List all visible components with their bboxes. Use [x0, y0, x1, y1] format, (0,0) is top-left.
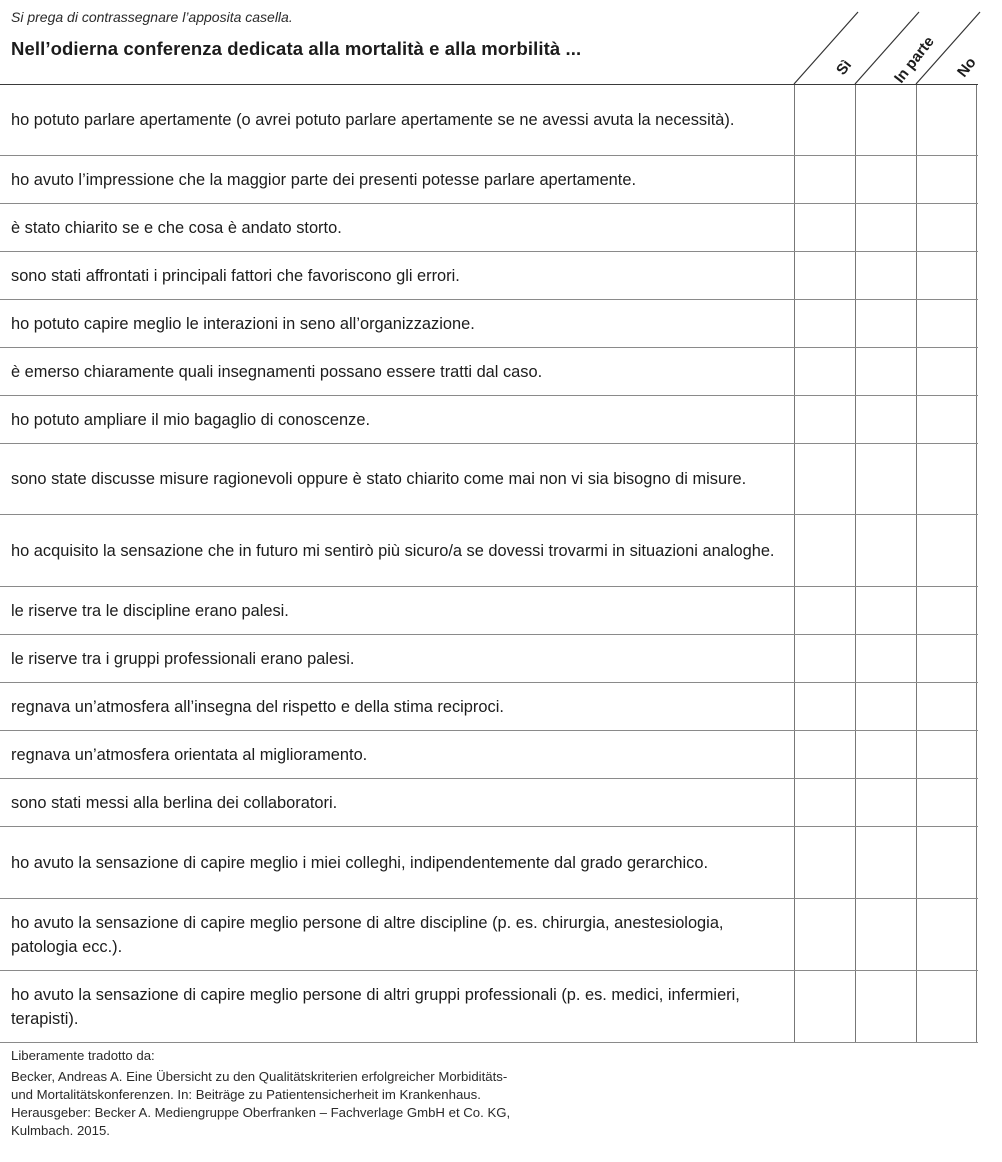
statement-text [0, 348, 794, 395]
statement-label: ho potuto capire meglio le interazioni in seno all’organizzazione. [11, 314, 475, 333]
checkbox-in-parte[interactable] [855, 396, 916, 443]
statement-text [0, 85, 794, 155]
checkbox-si[interactable] [794, 683, 855, 730]
checkbox-in-parte[interactable] [855, 683, 916, 730]
checkbox-no[interactable] [916, 515, 977, 586]
statement-label: ho avuto l’impressione che la maggior parte dei presenti potesse parlare apertamente. [11, 170, 637, 189]
checkbox-si[interactable] [794, 85, 855, 155]
checkbox-si[interactable] [794, 779, 855, 826]
statement-label: ho acquisito la sensazione che in futuro mi sentirò più sicuro/a se dovessi trovarmi in situazioni analoghe. [11, 541, 775, 560]
statement-text [0, 779, 794, 826]
statement-label: ho potuto parlare apertamente (o avrei potuto parlare apertamente se ne avessi avuta la necessità). [11, 111, 735, 129]
statement-label: sono stati messi alla berlina dei collaboratori. [11, 793, 338, 812]
source-label: Liberamente tradotto da: [11, 1048, 155, 1063]
checkbox-in-parte[interactable] [855, 156, 916, 203]
statement-text [0, 444, 794, 514]
checkbox-in-parte[interactable] [855, 252, 916, 299]
statement-label: ho potuto ampliare il mio bagaglio di conoscenze. [11, 410, 370, 429]
checkbox-si[interactable] [794, 204, 855, 251]
checkbox-no[interactable] [916, 731, 977, 778]
checkbox-in-parte[interactable] [855, 635, 916, 682]
column-label-si: Sì [833, 56, 856, 79]
statement-label: ho avuto la sensazione di capire meglio i miei colleghi, indipendentemente dal grado gerarchico. [11, 853, 709, 872]
checkbox-no[interactable] [916, 779, 977, 826]
statement-text [0, 300, 794, 347]
statement-text [0, 252, 794, 299]
checkbox-no[interactable] [916, 635, 977, 682]
column-label-no: No [954, 54, 980, 81]
checkbox-si[interactable] [794, 444, 855, 514]
checkbox-in-parte[interactable] [855, 779, 916, 826]
statement-text [0, 827, 794, 898]
checkbox-si[interactable] [794, 827, 855, 898]
checkbox-in-parte[interactable] [855, 444, 916, 514]
checkbox-si[interactable] [794, 971, 855, 1042]
checkbox-si[interactable] [794, 587, 855, 634]
statement-label: ho avuto la sensazione di capire meglio persone di altre discipline (p. es. chirurgia, anestesiologia, patologia ecc.). [11, 913, 724, 956]
instruction-text: Si prega di contrassegnare l’apposita casella. [11, 9, 293, 25]
statement-text [0, 587, 794, 634]
checkbox-no[interactable] [916, 156, 977, 203]
table-row [0, 396, 978, 444]
checkbox-si[interactable] [794, 252, 855, 299]
statement-label: sono state discusse misure ragionevoli oppure è stato chiarito come mai non vi sia bisogno di misure. [11, 470, 747, 488]
statement-text [0, 396, 794, 443]
checkbox-si[interactable] [794, 156, 855, 203]
checkbox-no[interactable] [916, 396, 977, 443]
statement-label: le riserve tra le discipline erano palesi. [11, 601, 289, 620]
checkbox-in-parte[interactable] [855, 971, 916, 1042]
checkbox-no[interactable] [916, 300, 977, 347]
table-row [0, 731, 978, 779]
column-header-dividers [0, 0, 1002, 90]
checkbox-no[interactable] [916, 683, 977, 730]
checkbox-si[interactable] [794, 348, 855, 395]
checkbox-no[interactable] [916, 444, 977, 514]
source-note [11, 1047, 711, 1140]
table-row [0, 252, 978, 300]
statement-label: ho avuto la sensazione di capire meglio persone di altri gruppi professionali (p. es. medici, infermieri, terapisti). [11, 985, 740, 1028]
table-row [0, 635, 978, 683]
table-row [0, 587, 978, 635]
checkbox-si[interactable] [794, 731, 855, 778]
checkbox-no[interactable] [916, 348, 977, 395]
statement-label: le riserve tra i gruppi professionali erano palesi. [11, 649, 355, 668]
statement-label: regnava un’atmosfera all’insegna del rispetto e della stima reciproci. [11, 697, 504, 716]
statement-label: è stato chiarito se e che cosa è andato storto. [11, 218, 342, 237]
checkbox-si[interactable] [794, 635, 855, 682]
checkbox-in-parte[interactable] [855, 899, 916, 970]
checkbox-no[interactable] [916, 827, 977, 898]
statement-text [0, 731, 794, 778]
table-row [0, 515, 978, 587]
checkbox-no[interactable] [916, 204, 977, 251]
statement-text [0, 971, 794, 1042]
checkbox-in-parte[interactable] [855, 204, 916, 251]
checkbox-si[interactable] [794, 396, 855, 443]
table-row [0, 156, 978, 204]
form-heading: Nell’odierna conferenza dedicata alla mortalità e alla morbilità ... [11, 38, 582, 59]
statement-text [0, 204, 794, 251]
statement-text [0, 683, 794, 730]
checkbox-no[interactable] [916, 899, 977, 970]
table-row [0, 444, 978, 515]
checkbox-in-parte[interactable] [855, 731, 916, 778]
table-row [0, 348, 978, 396]
table-row [0, 899, 978, 971]
statement-label: regnava un’atmosfera orientata al miglioramento. [11, 745, 368, 764]
checkbox-si[interactable] [794, 300, 855, 347]
statement-text [0, 156, 794, 203]
statement-label: sono stati affrontati i principali fattori che favoriscono gli errori. [11, 266, 460, 285]
checkbox-in-parte[interactable] [855, 515, 916, 586]
checkbox-in-parte[interactable] [855, 300, 916, 347]
checkbox-si[interactable] [794, 515, 855, 586]
table-row [0, 300, 978, 348]
checkbox-no[interactable] [916, 252, 977, 299]
column-label-in-parte: In parte [891, 33, 938, 87]
checkbox-no[interactable] [916, 85, 977, 155]
table-row [0, 84, 978, 156]
table-row [0, 779, 978, 827]
checkbox-in-parte[interactable] [855, 85, 916, 155]
checkbox-no[interactable] [916, 587, 977, 634]
table-row [0, 971, 978, 1043]
statement-text [0, 515, 794, 586]
statement-text [0, 635, 794, 682]
statement-text [0, 899, 794, 970]
checkbox-in-parte[interactable] [855, 827, 916, 898]
checkbox-no[interactable] [916, 971, 977, 1042]
table-row [0, 683, 978, 731]
questionnaire-table [0, 84, 978, 1043]
table-row [0, 827, 978, 899]
checkbox-in-parte[interactable] [855, 587, 916, 634]
table-row [0, 204, 978, 252]
source-reference: Becker, Andreas A. Eine Übersicht zu den Qualitätskriterien erfolgreicher Morbiditäts- und Mortalitätskonferenzen. In: Beiträge zu Patientensicherheit im Krankenhaus. Herausgeber: Becker A. Mediengruppe Oberfranken – Fachverlage GmbH et Co. KG, Kulmbach. 2015. [11, 1069, 511, 1138]
checkbox-si[interactable] [794, 899, 855, 970]
checkbox-in-parte[interactable] [855, 348, 916, 395]
statement-label: è emerso chiaramente quali insegnamenti possano essere tratti dal caso. [11, 362, 543, 381]
